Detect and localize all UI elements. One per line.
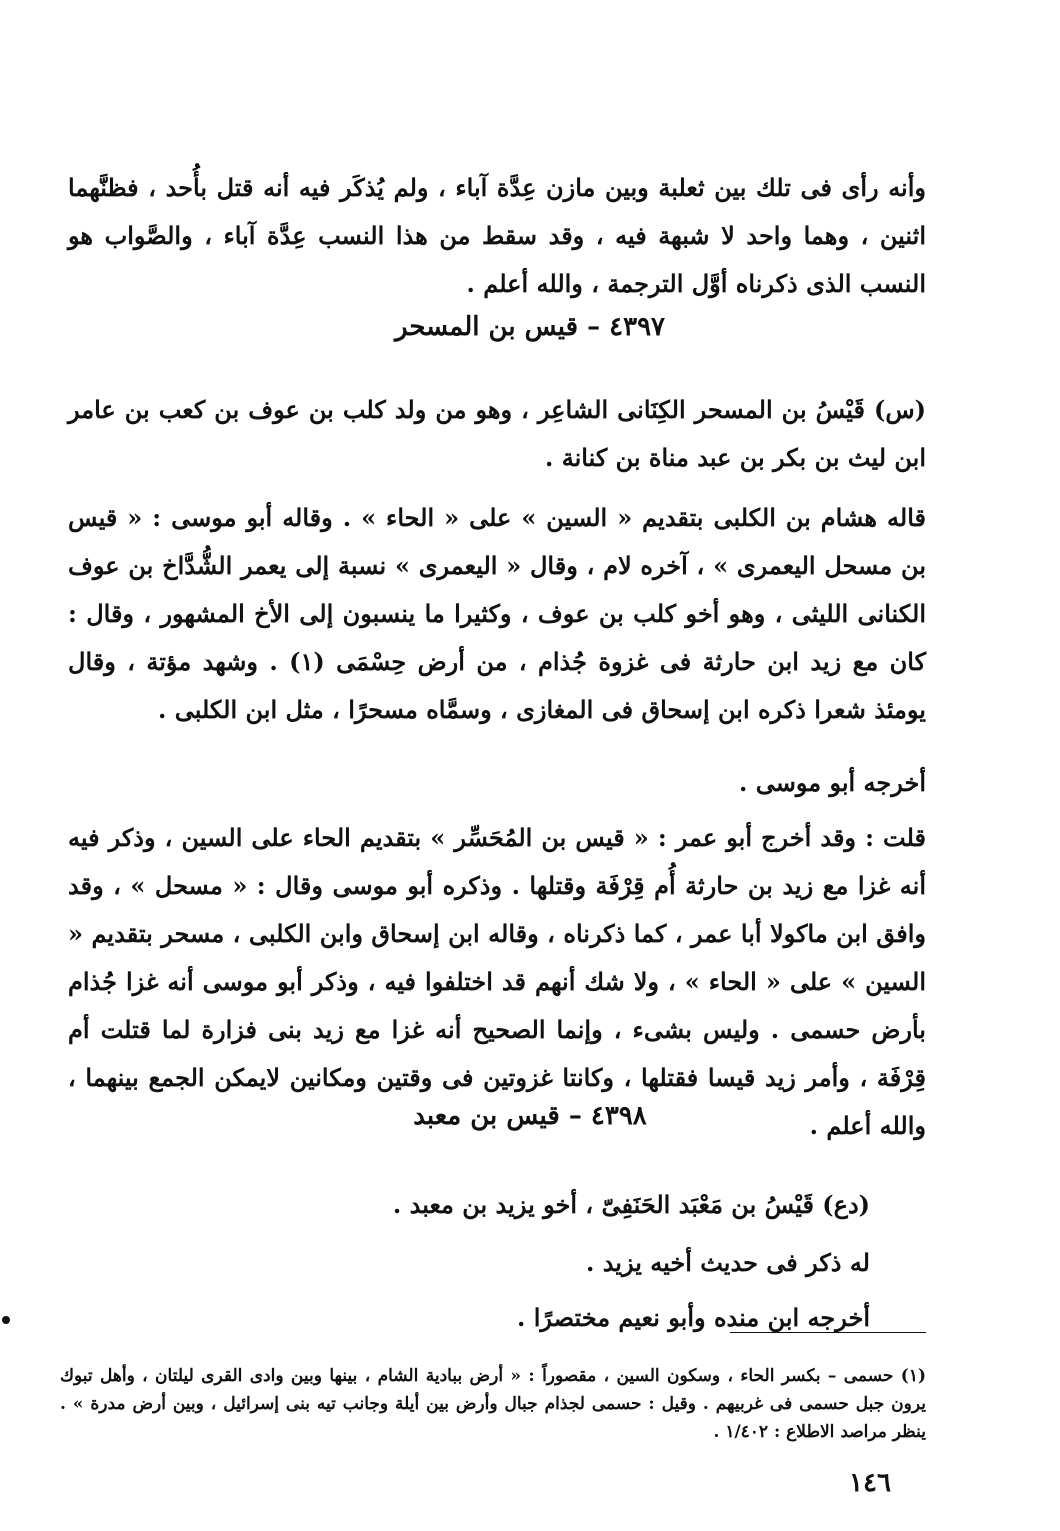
entry-4397-commentary: قلت : وقد أخرج أبو عمر : « قيس بن المُحَسِّر » بتقديم الحاء على السين ، وذكر فيه أنه غزا مع زيد بن حارثة أُم قِرْفَة وقتلها . وذكره أبو موسى وقال : « مسحل » ، وقد وافق ابن ماكولا أبا عمر ، كما ذكرناه ، وقاله ابن إسحاق وابن الكلبى ، مسحر بتقديم « السين » على « الحاء » ، ولا شك أنهم قد اختلفوا فيه ، وذكر أبو موسى أنه غزا جُذام بأرض حسمى . وليس بشىء ، وإنما الصحيح أنه غزا مع زيد بنى فزارة لما قتلت أم قِرْفَة ، وأمر زيد قيسا فقتلها ، وكانتا غزوتين فى وقتين ومكانين لايمكن الجمع بينهما ، والله أعلم . — [68, 823, 926, 1140]
entry-4397-intro: (س) قَيْسُ بن المسحر الكِنَانى الشاعِر ، وهو من ولد كلب بن عوف بن كعب بن عامر ابن ليث بن بكر بن عبد مناة بن كنانة . — [68, 395, 926, 472]
entry-4398-source: أخرجه ابن منده وأبو نعيم مختصرًا . — [517, 1303, 870, 1332]
footnote: (١) حسمى – بكسر الحاء ، وسكون السين ، مقصوراً : « أرض ببادية الشام ، بينها وبين وادى القرى ليلتان ، وأهل تبوك يرون جبل حسمى فى غربيهم . وقيل : حسمى لجذام جبال وأرض بين أيلة وجانب تيه بنى إسرائيل ، وبين أرض مدرة » . ينظر مراصد الاطلاع : ١/٤٠٢ . — [60, 1366, 927, 1442]
entry-heading-4397: ٤٣٩٧ – قيس بن المسحر — [394, 312, 666, 342]
entry-4397-body: قاله هشام بن الكلبى بتقديم « السين » على « الحاء » . وقاله أبو موسى : « قيس بن مسحل اليعمرى » ، آخره لام ، وقال « اليعمرى » نسبة إلى يعمر الشُّدَّاخ بن عوف الكنانى الليثى ، وهو أخو كلب بن عوف ، وكثيرا ما ينسبون إلى الأخ المشهور ، وقال : كان مع زيد ابن حارثة فى غزوة جُذام ، من أرض حِسْمَى (١) . وشهد مؤتة ، وقال يومئذ شعرا ذكره ابن إسحاق فى المغازى ، وسمَّاه مسحرًا ، مثل ابن الكلبى . — [68, 503, 927, 724]
entry-4397-source: أخرجه أبو موسى . — [739, 768, 926, 797]
margin-mark — [2, 1316, 10, 1324]
continuation-paragraph: وأنه رأى فى تلك بين ثعلبة وبين مازن عِدَّة آباء ، ولم يُذكَر فيه أنه قتل بأُحد ، فظنَّهما اثنين ، وهما واحد لا شبهة فيه ، وقد سقط من هذا النسب عِدَّة آباء ، والصَّواب هو النسب الذى ذكرناه أوَّل الترجمة ، والله أعلم . — [68, 173, 926, 298]
entry-4398-intro: (دع) قَيْسُ بن مَعْبَد الحَنَفِىّ ، أخو يزيد بن معبد . — [392, 1190, 870, 1219]
footnote-divider — [730, 1332, 926, 1333]
entry-4398-note: له ذكر فى حديث أخيه يزيد . — [586, 1248, 870, 1277]
page-number: ١٤٦ — [849, 1468, 891, 1498]
entry-heading-4398: ٤٣٩٨ – قيس بن معبد — [413, 1101, 647, 1131]
